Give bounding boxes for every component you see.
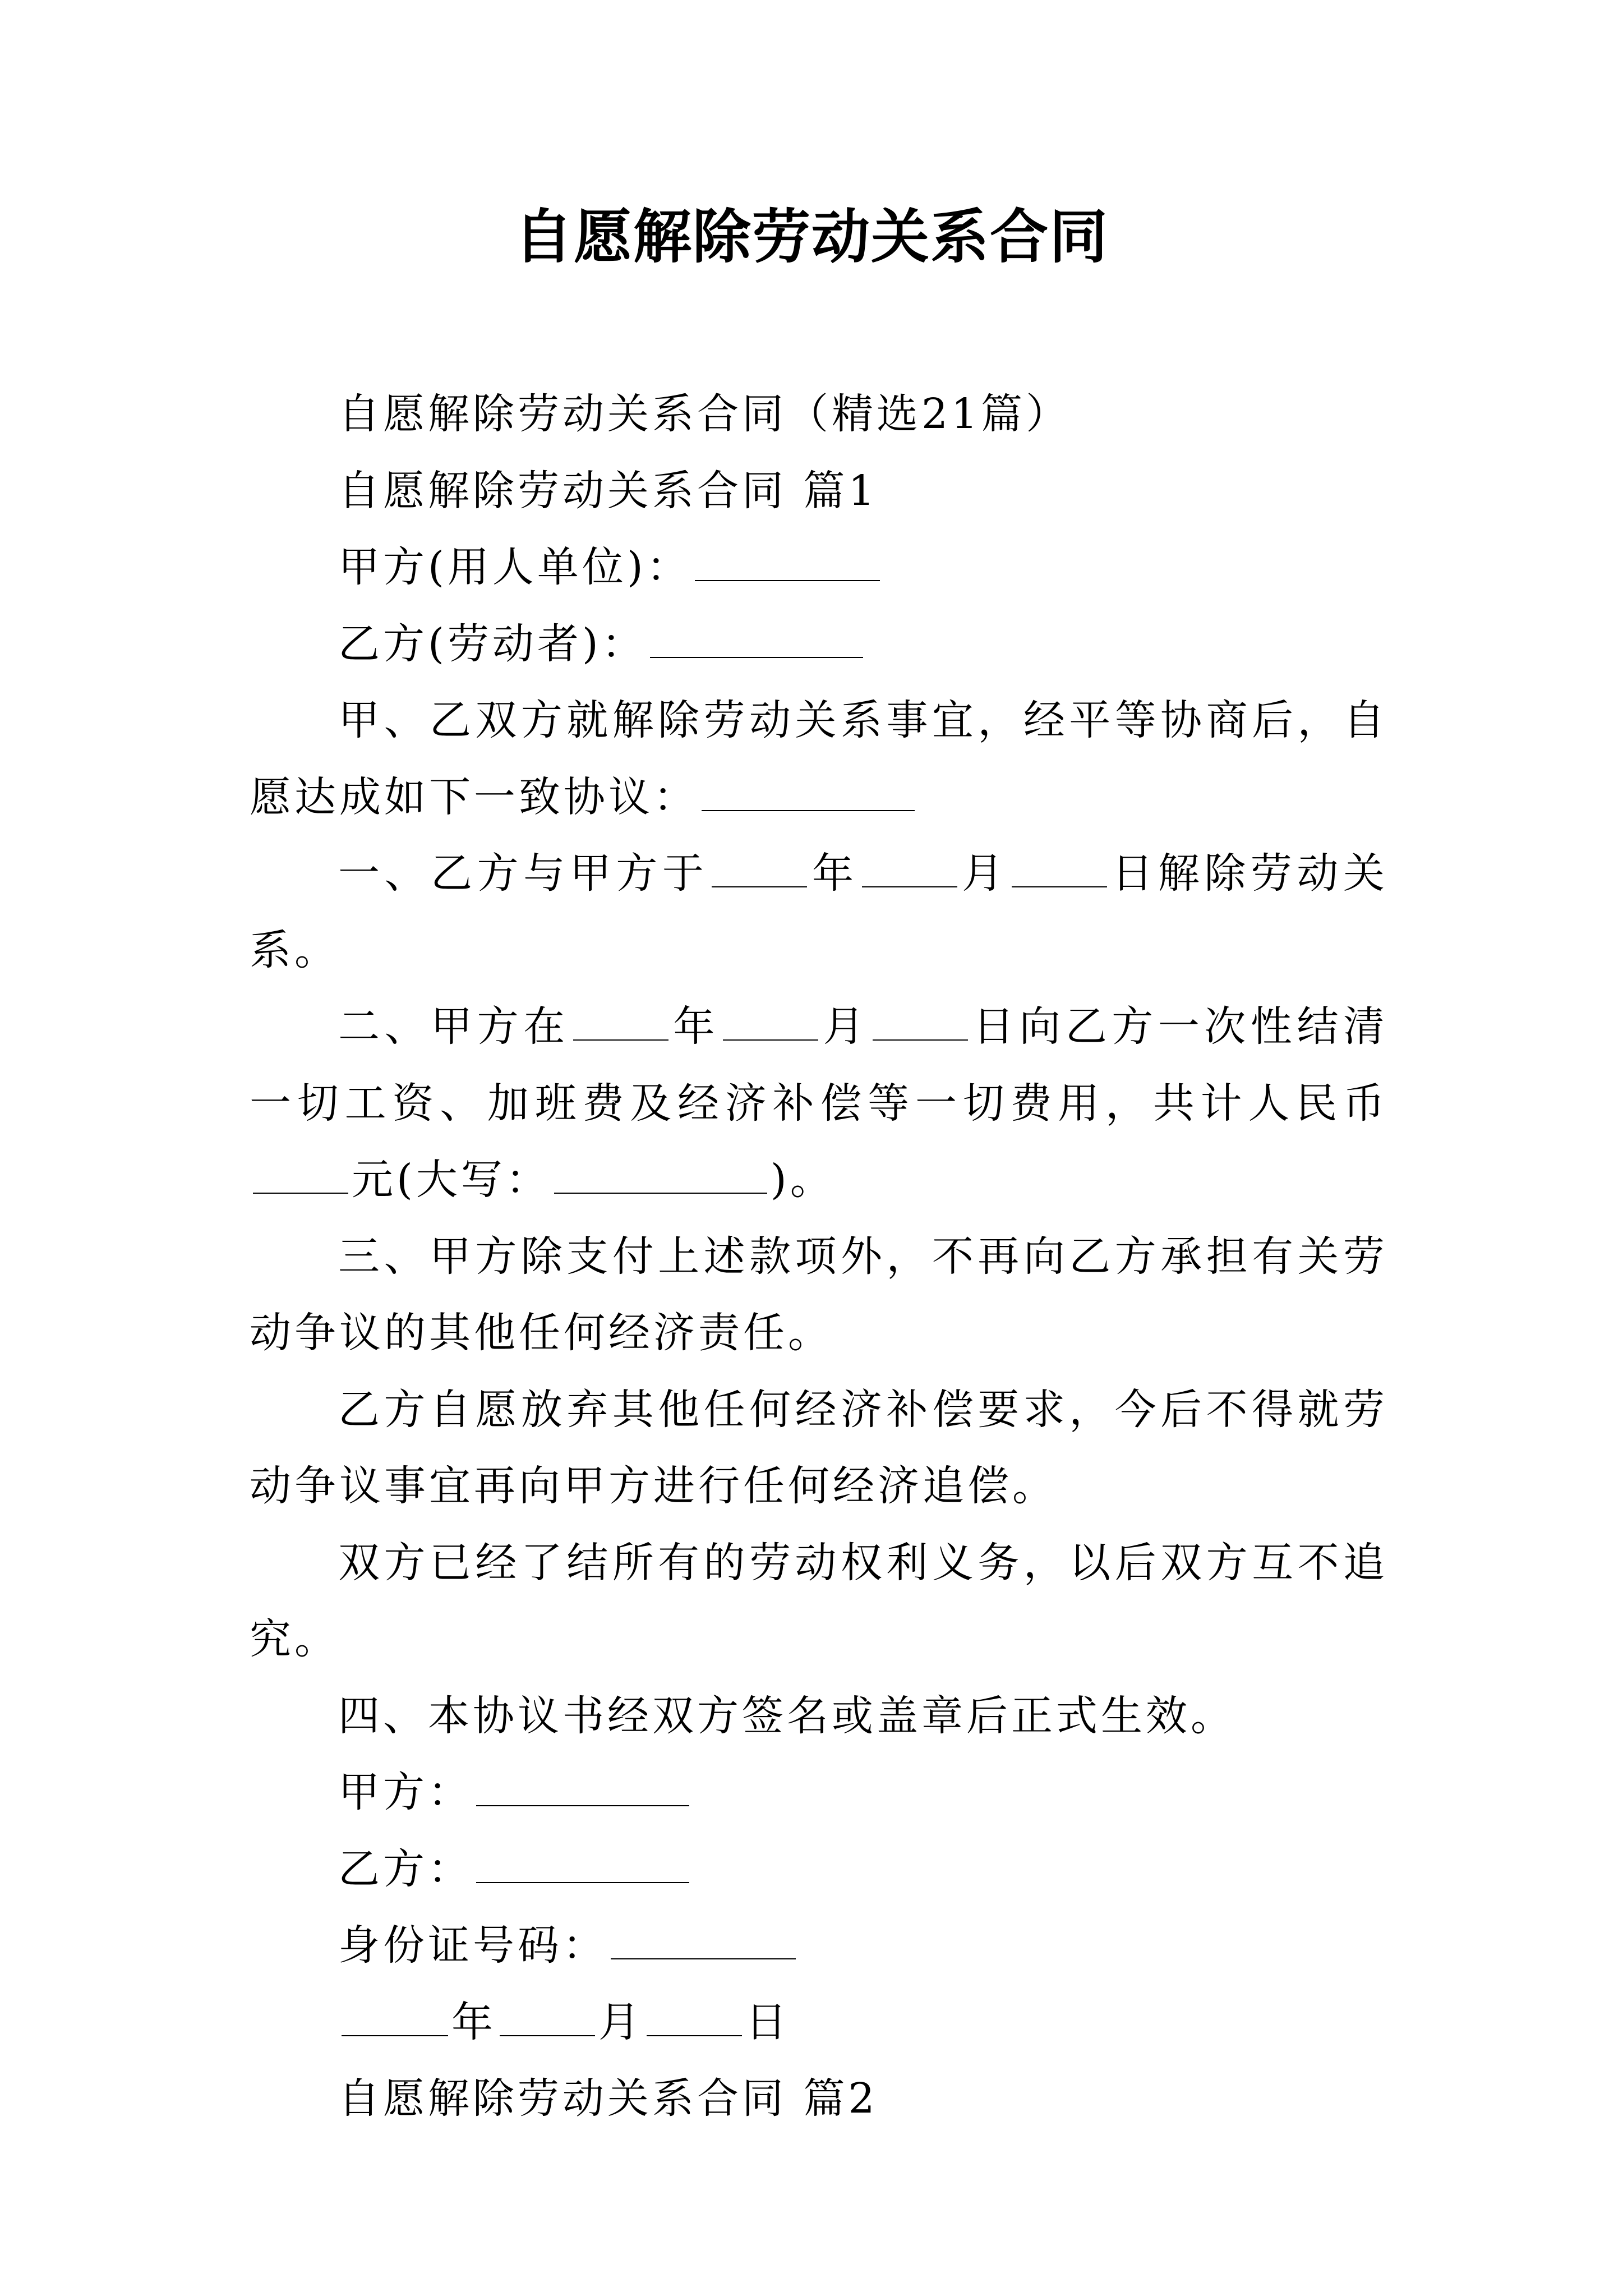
clause-2-month-blank bbox=[723, 998, 818, 1041]
sign-b-line bbox=[250, 1831, 1388, 1908]
document-title: 自愿解除劳动关系合同 bbox=[514, 202, 1109, 271]
intro-blank bbox=[702, 769, 915, 811]
clause-3: 三、甲方除支付上述款项外，不再向乙方承担有关劳动争议的其他任何经济责任。 bbox=[250, 1232, 1388, 1357]
clause-1-text-a: 一、乙方与甲方于 bbox=[338, 849, 709, 898]
date-day-label: 日 bbox=[745, 1998, 790, 2046]
party-a-blank bbox=[695, 539, 880, 581]
clause-2-year-blank bbox=[573, 998, 668, 1041]
intro-paragraph bbox=[250, 682, 1388, 835]
date-day-blank bbox=[647, 1994, 742, 2036]
clause-2-amount-blank bbox=[253, 1151, 348, 1194]
party-a-label: 甲方(用人单位)： bbox=[338, 543, 691, 591]
id-number-blank bbox=[611, 1917, 796, 1959]
clause-1-year-label: 年 bbox=[810, 849, 859, 898]
date-line bbox=[250, 1984, 1388, 2061]
sign-b-label: 乙方： bbox=[338, 1844, 473, 1893]
collection-heading: 自愿解除劳动关系合同（精选21篇） bbox=[338, 390, 1071, 438]
intro-text: 甲、乙双方就解除劳动关系事宜，经平等协商后，自愿达成如下一致协议： bbox=[250, 696, 1388, 821]
clause-1 bbox=[250, 835, 1388, 988]
party-b-blank bbox=[650, 615, 863, 658]
clause-2-text-b: 日向乙方一次性结清一切工资、加班费及经济补偿等一切费用，共计人民币 bbox=[250, 1002, 1389, 1128]
party-b-line bbox=[250, 606, 1388, 683]
id-number-line bbox=[250, 1907, 1388, 1984]
document-body bbox=[250, 376, 1388, 2137]
id-number-label: 身份证号码： bbox=[338, 1921, 607, 1970]
clause-4: 四、本协议书经双方签名或盖章后正式生效。 bbox=[338, 1691, 1235, 1740]
sign-a-blank bbox=[476, 1764, 689, 1806]
sign-a-label: 甲方： bbox=[338, 1768, 473, 1816]
clause-1-month-blank bbox=[862, 845, 957, 887]
party-a-line bbox=[250, 529, 1388, 606]
date-month-label: 月 bbox=[598, 1998, 643, 2046]
clause-2-text-a: 二、甲方在 bbox=[338, 1002, 570, 1051]
clause-1-year-blank bbox=[712, 845, 807, 887]
clause-2-month-label: 月 bbox=[821, 1002, 870, 1051]
clause-1-month-label: 月 bbox=[960, 849, 1008, 898]
clause-2-text-c: 元(大写： bbox=[352, 1156, 551, 1204]
clause-1-day-blank bbox=[1012, 845, 1107, 887]
clause-2-text-d: )。 bbox=[770, 1156, 835, 1204]
clause-1-text-b: 日解除劳动关系。 bbox=[250, 849, 1389, 974]
date-year-blank bbox=[342, 1994, 448, 2036]
date-year-label: 年 bbox=[451, 1998, 496, 2046]
party-b-label: 乙方(劳动者)： bbox=[338, 619, 647, 668]
clause-2-day-blank bbox=[873, 998, 968, 1041]
clause-2-year-label: 年 bbox=[671, 1002, 720, 1051]
clause-2-uppercase-blank bbox=[554, 1151, 767, 1194]
part2-heading: 自愿解除劳动关系合同 篇2 bbox=[338, 2074, 878, 2123]
settled-paragraph: 双方已经了结所有的劳动权利义务，以后双方互不追究。 bbox=[250, 1538, 1388, 1663]
clause-2 bbox=[250, 988, 1388, 1218]
part1-heading: 自愿解除劳动关系合同 篇1 bbox=[338, 466, 878, 515]
waiver-paragraph: 乙方自愿放弃其他任何经济补偿要求，今后不得就劳动争议事宜再向甲方进行任何经济追偿。 bbox=[250, 1385, 1388, 1510]
sign-a-line bbox=[250, 1754, 1388, 1831]
sign-b-blank bbox=[476, 1841, 689, 1883]
date-month-blank bbox=[500, 1994, 595, 2036]
